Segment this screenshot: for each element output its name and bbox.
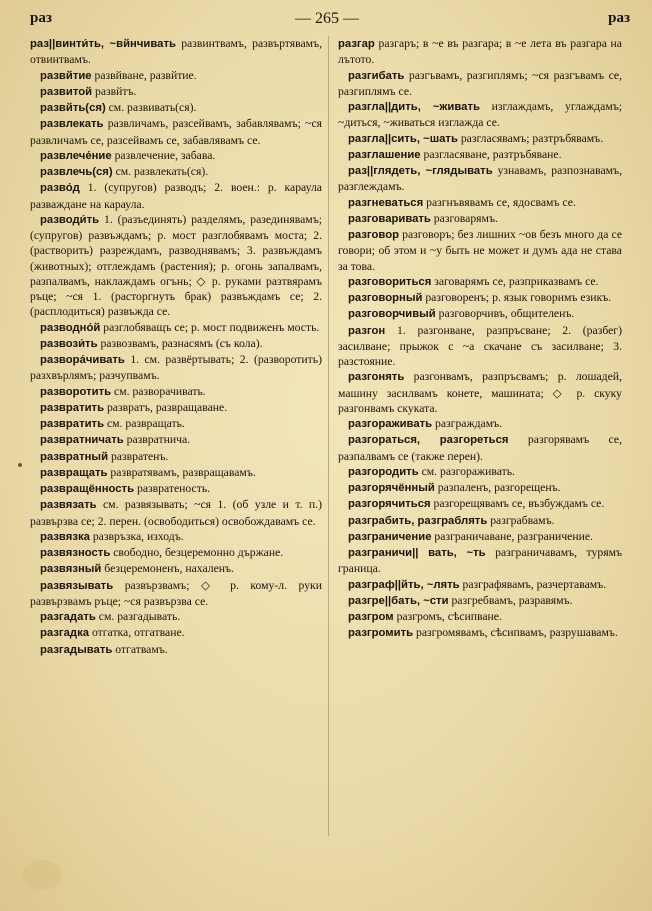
entry-translation: развйтъ. (94, 84, 137, 98)
entry-translation: разгромъ, сѣсипване. (396, 610, 502, 623)
entry-translation: разграждамъ. (435, 417, 503, 430)
dictionary-entry (30, 432, 322, 448)
dictionary-entry (338, 36, 622, 68)
entry-headword: раз||винти́ть, ~вйнчивать (30, 38, 176, 50)
entry-translation: разговорчивъ, общителенъ. (438, 307, 575, 321)
dictionary-entry (30, 416, 322, 432)
entry-headword: развози́ть (40, 337, 98, 350)
entry-translation: см. разгадывать. (98, 610, 181, 623)
paper-stain (22, 860, 62, 890)
entry-headword: разгре||бать, ~сти (348, 594, 449, 607)
dictionary-entry (338, 211, 622, 227)
page-header (24, 8, 630, 30)
dictionary-entry (30, 384, 322, 400)
entry-headword: разгородить (348, 465, 419, 478)
entry-translation: развратенъ. (110, 449, 169, 463)
entry-translation: разговоренъ; р. язык говоримъ езикъ. (425, 291, 612, 304)
column-divider (328, 36, 329, 836)
entry-translation: разгласявамъ; разтръбявамъ. (460, 131, 604, 145)
entry-headword: развлечь(ся) (40, 166, 113, 178)
entry-translation: разграфявамъ, разчертавамъ. (462, 577, 607, 591)
entry-translation: 1. см. развёртывать; 2. (разворотить) разхвърлямъ; разчупвамъ. (30, 353, 322, 383)
entry-headword: разгла||сить, ~шать (348, 132, 458, 145)
entry-headword: развитой (40, 85, 93, 98)
entry-translation: см. развлекать(ся). (115, 165, 209, 178)
dictionary-entry (338, 227, 622, 274)
dictionary-entry (338, 99, 622, 131)
entry-translation: 1. (разъединять) разделямъ, разединявамъ; (супругов) развъждамъ; р. мост разглобявамъ моста; 2. (растворить) разреждамъ, разводнявамъ; 3. развъждамъ (животных); отглеждамъ (растения); р. огонь запалвамъ, разпалвамъ, наклаждамъ огънь; ◇ р. руками разтвярамъ ръце; ~ся 1. (расторгнуть брак) развъждамъ се; 2. (расплодиться) развъжда се. (30, 212, 322, 319)
dictionary-entry (30, 180, 322, 212)
dictionary-entry (338, 545, 622, 577)
right-column (338, 36, 622, 642)
entry-translation: развозвамъ, разнасямъ (съ кола). (100, 336, 263, 350)
entry-headword: разгром (348, 611, 394, 623)
entry-translation: отгатка, отгатване. (91, 626, 185, 640)
entry-headword: разгадывать (40, 643, 113, 656)
entry-headword: разговор (348, 229, 399, 241)
entry-translation: разговарямъ. (433, 211, 498, 225)
entry-translation: см. разгораживать. (421, 464, 515, 478)
entry-translation: см. развязывать; ~ся 1. (об узле и т. п.) развързва се; 2. перен. (освободиться) освобождавамъ се. (30, 498, 323, 528)
dictionary-entry (30, 164, 322, 180)
entry-headword: развязный (40, 563, 102, 576)
dictionary-entry (30, 529, 322, 545)
entry-headword: развязывать (40, 579, 114, 592)
entry-headword: разгон (348, 324, 386, 337)
entry-translation: 1. разгонване, разпръсване; 2. (разбег) засилване; прыжок с ~а скачане съ засилване; 3. разстояние. (338, 323, 622, 368)
entry-translation: отгатвамъ. (115, 642, 168, 656)
entry-translation: развратявамъ, развращавамъ. (110, 465, 256, 479)
entry-translation: см. разворачивать. (114, 384, 206, 398)
dictionary-entry (338, 274, 622, 290)
entry-headword: разворотить (40, 385, 112, 398)
entry-translation: развратнича. (126, 433, 191, 447)
dictionary-entry (30, 336, 322, 352)
entry-headword: развратить (40, 418, 105, 430)
entry-headword: разговаривать (348, 212, 431, 225)
dictionary-entry (338, 323, 622, 370)
dictionary-entry (338, 432, 622, 464)
entry-headword: разгонять (348, 371, 405, 384)
entry-headword: разглашение (348, 148, 421, 161)
entry-headword: разговорчивый (348, 308, 436, 321)
entry-translation: разгребвамъ, разравямъ. (451, 593, 573, 607)
dictionary-entry (30, 561, 322, 577)
dictionary-entry (338, 290, 622, 306)
entry-translation: развратъ, развращаване. (106, 400, 228, 414)
entry-headword: развйтие (40, 69, 92, 82)
entry-headword: развязка (40, 530, 90, 543)
dictionary-entry (30, 212, 322, 320)
entry-headword: раз||глядеть, ~глядывать (348, 165, 493, 177)
entry-headword: разгорячённый (348, 482, 435, 494)
entry-translation: разгласяване, разтръбяване. (423, 147, 562, 161)
entry-headword: разво́д (40, 182, 80, 195)
entry-translation: разгромявамъ, сѣсипвамъ, разрушавамъ. (416, 626, 618, 640)
dictionary-entry (338, 464, 622, 480)
entry-headword: разграничение (348, 530, 432, 543)
entry-headword: развращённость (40, 483, 135, 495)
entry-translation: разграничавамъ, турямъ граница. (338, 546, 623, 576)
entry-translation: разглобяващъ се; р. мост подвиженъ мость. (103, 320, 320, 334)
entry-translation: см. развращать. (106, 417, 185, 430)
dictionary-entry (30, 400, 322, 416)
left-column (30, 36, 322, 658)
header-left-guideword: раз (30, 10, 52, 26)
entry-headword: разгадать (40, 611, 96, 623)
entry-translation: разгнъвявамъ се, ядосвамъ се. (426, 195, 576, 209)
dictionary-entry (30, 642, 322, 658)
dictionary-entry (338, 496, 622, 512)
entry-translation: безцеремоненъ, нахаленъ. (104, 562, 234, 576)
entry-headword: разговорный (348, 292, 423, 304)
entry-headword: развязность (40, 547, 111, 559)
entry-translation: заговарямъ се, разприказвамъ се. (434, 274, 599, 288)
dictionary-entry (30, 36, 322, 68)
dictionary-entry (338, 625, 622, 641)
entry-headword: развлече́ние (40, 149, 112, 162)
entry-translation: разграничаване, разграничение. (434, 529, 593, 543)
dictionary-entry (30, 68, 322, 84)
entry-headword: развйть(ся) (40, 102, 106, 114)
entry-translation: разгонвамъ, разпръсвамъ; р. лошадей, машину засилвамъ конете, машината; ◇ р. скуку разгонвамъ скуката. (338, 370, 622, 415)
entry-headword: разграбить, разграблять (348, 514, 488, 527)
header-right-guideword: раз (608, 10, 630, 26)
dictionary-entry (30, 481, 322, 497)
entry-headword: разгорячиться (348, 498, 431, 511)
entry-headword: развратничать (40, 434, 124, 447)
dictionary-entry (30, 625, 322, 641)
ink-spot (18, 463, 22, 467)
page-number: — 265 — (295, 10, 359, 27)
entry-headword: разгибать (348, 69, 405, 82)
entry-headword: разграф||йть, ~лять (348, 578, 460, 591)
dictionary-entry (338, 369, 622, 416)
dictionary-entry (30, 352, 322, 384)
entry-translation: разговоръ; без лишних ~ов безъ много да се говори; об этом и ~у быть не может и думъ ада не става за това. (338, 228, 623, 273)
entry-translation: см. развивать(ся). (108, 101, 197, 114)
entry-headword: разгадка (40, 627, 90, 640)
dictionary-entry (30, 497, 322, 529)
entry-translation: развинтвамъ, развъртявамъ, отвинтвамъ. (30, 37, 322, 67)
dictionary-entry (338, 593, 622, 609)
dictionary-entry (30, 465, 322, 481)
entry-headword: разводи́ть (40, 213, 100, 226)
dictionary-entry (338, 306, 622, 322)
dictionary-entry (30, 449, 322, 465)
dictionary-entry (338, 163, 622, 195)
dictionary-entry (338, 513, 622, 529)
dictionary-entry (338, 609, 622, 625)
entry-headword: разгар (338, 38, 375, 50)
entry-headword: развращать (40, 466, 108, 479)
dictionary-entry (338, 577, 622, 593)
entry-translation: развратеность. (136, 482, 211, 495)
entry-headword: развратный (40, 450, 109, 463)
dictionary-entry (338, 480, 622, 496)
entry-translation: развличамъ, разсейвамъ, забавлявамъ; ~ся развличамъ се, разсейвамъ се, забавлявамъ се. (30, 117, 323, 147)
dictionary-entry (338, 195, 622, 211)
entry-headword: разводно́й (40, 321, 101, 334)
entry-translation: изглаждамъ, углаждамъ; ~диться, ~живаться изглажда се. (338, 100, 623, 130)
entry-translation: разпаленъ, разгорещенъ. (437, 481, 561, 494)
entry-translation: развръзка, изходъ. (92, 529, 184, 543)
dictionary-entry (30, 100, 322, 116)
entry-translation: свободно, безцеремонно държане. (113, 546, 284, 559)
dictionary-entry (338, 416, 622, 432)
dictionary-entry (338, 68, 622, 100)
entry-translation: разграбвамъ. (490, 513, 555, 527)
entry-headword: разгораживать (348, 418, 433, 430)
entry-translation: разгъвамъ, разгиплямъ; ~ся разгъвамъ се, разгиплямъ се. (338, 68, 623, 98)
entry-headword: развора́чивать (40, 354, 125, 366)
dictionary-entry (338, 131, 622, 147)
entry-translation: развлечение, забава. (114, 148, 216, 162)
entry-headword: развлекать (40, 118, 104, 131)
dictionary-entry (30, 116, 322, 148)
entry-translation: разгаръ; в ~е въ разгара; в ~е лета въ разгара на лътото. (338, 37, 622, 67)
entry-headword: разгневаться (348, 196, 424, 209)
entry-translation: развързвамъ; ◇ р. кому-л. руки развързвамъ ръце; ~ся развързва се. (30, 578, 322, 608)
entry-headword: развязать (40, 499, 97, 512)
entry-translation: разгорещявамъ се, възбуждамъ се. (433, 497, 605, 511)
entry-translation: 1. (супругов) разводъ; 2. воен.: р. караула разваждане на караула. (30, 181, 322, 211)
entry-headword: разгромить (348, 627, 414, 640)
dictionary-entry (30, 578, 322, 610)
entry-headword: разграничи|| вать, ~ть (348, 547, 486, 559)
dictionary-entry (30, 148, 322, 164)
entry-translation: узнавамъ, разпознавамъ, разглеждамъ. (338, 164, 622, 194)
dictionary-entry (30, 545, 322, 561)
dictionary-entry (338, 147, 622, 163)
entry-translation: разгорявамъ се, разпалвамъ се (также перен). (338, 433, 622, 463)
entry-headword: разговориться (348, 275, 432, 288)
entry-headword: разгла||дить, ~живать (348, 101, 480, 113)
entry-headword: разгораться, разгореться (348, 434, 509, 447)
entry-headword: развратить (40, 401, 105, 414)
entry-translation: развйване, развйтие. (94, 68, 197, 82)
dictionary-entry (30, 84, 322, 100)
dictionary-entry (30, 609, 322, 625)
dictionary-entry (30, 320, 322, 336)
dictionary-entry (338, 529, 622, 545)
